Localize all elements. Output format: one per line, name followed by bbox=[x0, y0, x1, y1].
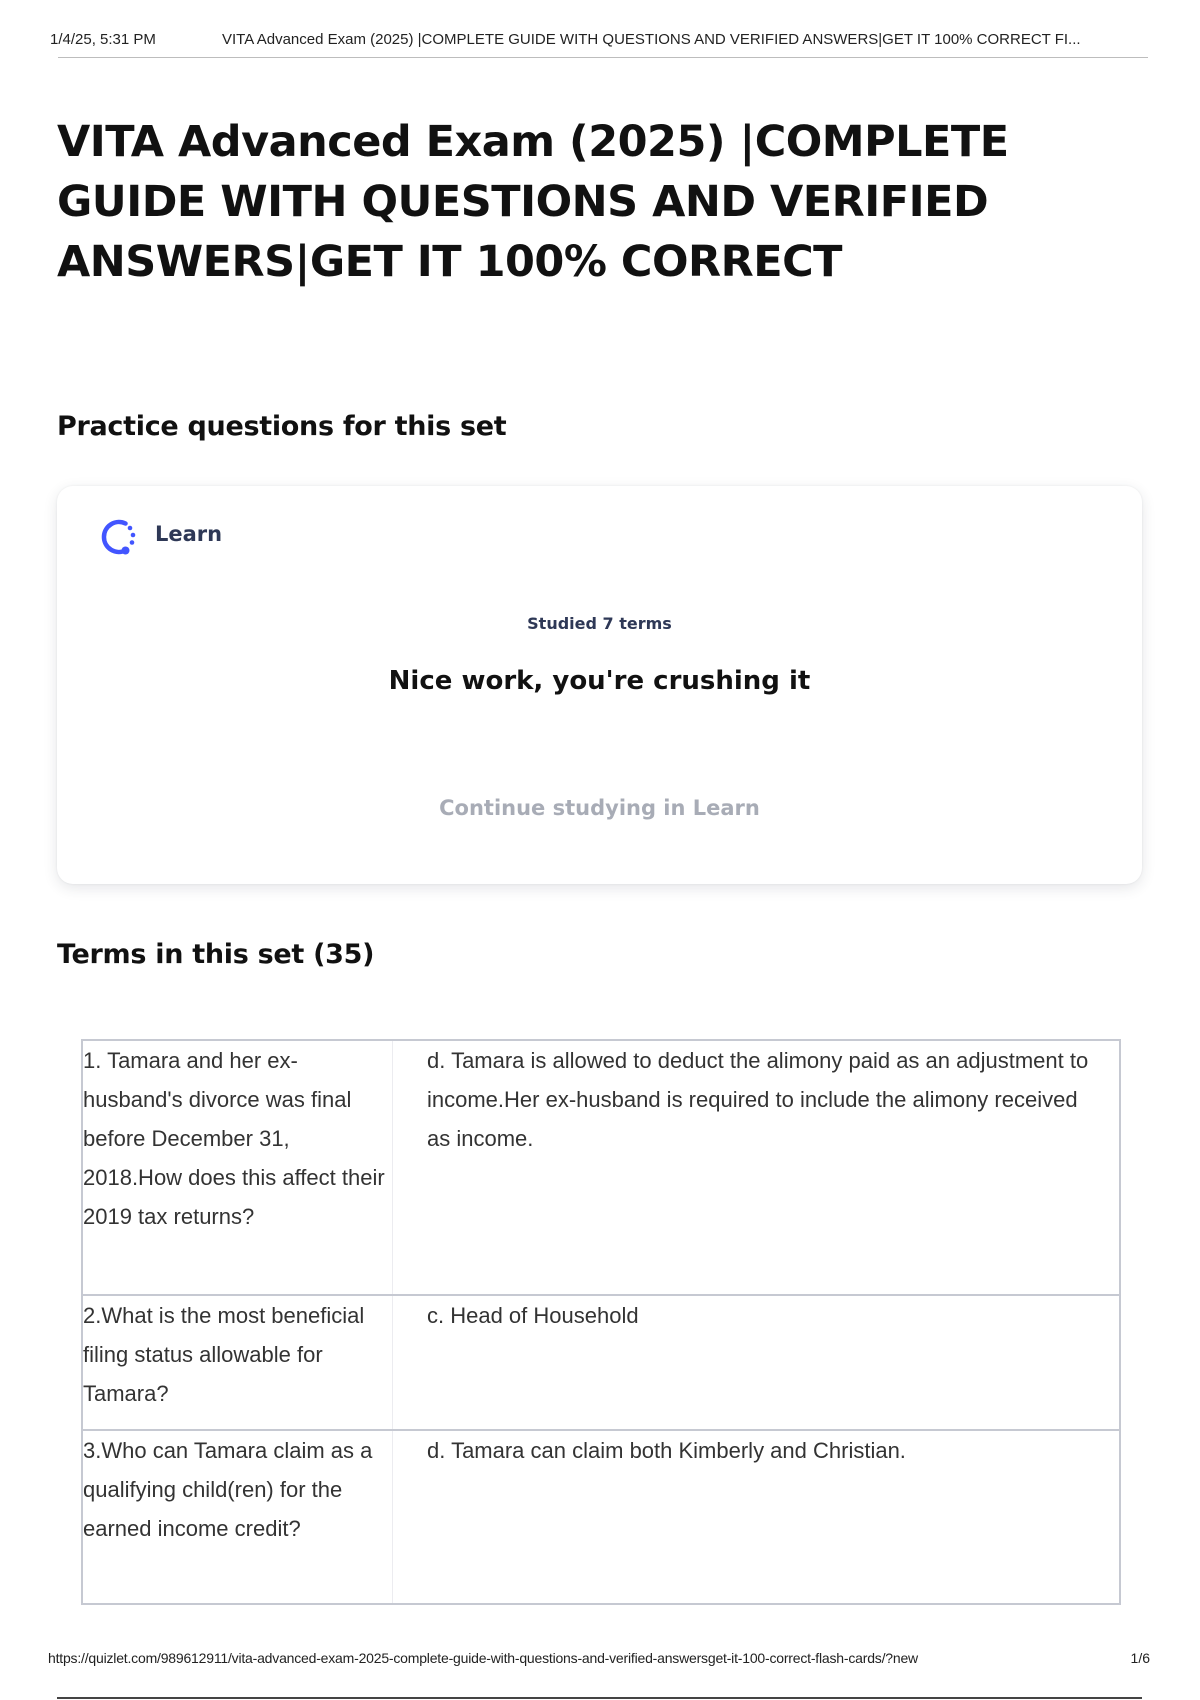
header-divider bbox=[58, 57, 1148, 58]
print-date: 1/4/25, 5:31 PM bbox=[50, 31, 156, 48]
term-answer: d. Tamara is allowed to deduct the alimony paid as an adjustment to income.Her ex-husband is required to include the alimony received as income. bbox=[427, 1048, 1089, 1151]
page-number: 1/6 bbox=[1130, 1650, 1150, 1666]
term-question: 2.What is the most beneficial filing status allowable for Tamara? bbox=[83, 1296, 393, 1429]
term-answer: c. Head of Household bbox=[427, 1303, 639, 1328]
table-row bbox=[83, 1041, 1119, 1294]
table-row bbox=[83, 1429, 1119, 1603]
continue-learn-button[interactable]: Continue studying in Learn bbox=[427, 792, 772, 824]
learn-label: Learn bbox=[155, 522, 223, 546]
practice-heading: Practice questions for this set bbox=[57, 411, 507, 442]
terms-heading: Terms in this set (35) bbox=[57, 939, 375, 970]
term-question: 1. Tamara and her ex-husband's divorce was final before December 31, 2018.How does this affect their 2019 tax returns? bbox=[83, 1041, 393, 1294]
learn-card bbox=[57, 486, 1142, 884]
learn-progress-icon bbox=[95, 514, 141, 560]
term-question: 3.Who can Tamara claim as a qualifying child(ren) for the earned income credit? bbox=[83, 1431, 393, 1603]
table-row bbox=[83, 1294, 1119, 1429]
print-doc-title: VITA Advanced Exam (2025) |COMPLETE GUIDE WITH QUESTIONS AND VERIFIED ANSWERS|GET IT 100% CORRECT FI... bbox=[222, 31, 1081, 48]
progress-message: Nice work, you're crushing it bbox=[388, 666, 811, 696]
terms-table bbox=[81, 1039, 1121, 1605]
studied-count: Studied 7 terms bbox=[527, 614, 672, 633]
print-header bbox=[50, 28, 1148, 58]
footer-divider bbox=[57, 1697, 1142, 1699]
term-answer: d. Tamara can claim both Kimberly and Christian. bbox=[427, 1438, 906, 1463]
page-url: https://quizlet.com/989612911/vita-advanced-exam-2025-complete-guide-with-questions-and-verified-answersget-it-100-correct-flash-cards/?new bbox=[48, 1650, 918, 1666]
page-title: VITA Advanced Exam (2025) |COMPLETE GUIDE WITH QUESTIONS AND VERIFIED ANSWERS|GET IT 100% CORRECT bbox=[57, 117, 1009, 287]
